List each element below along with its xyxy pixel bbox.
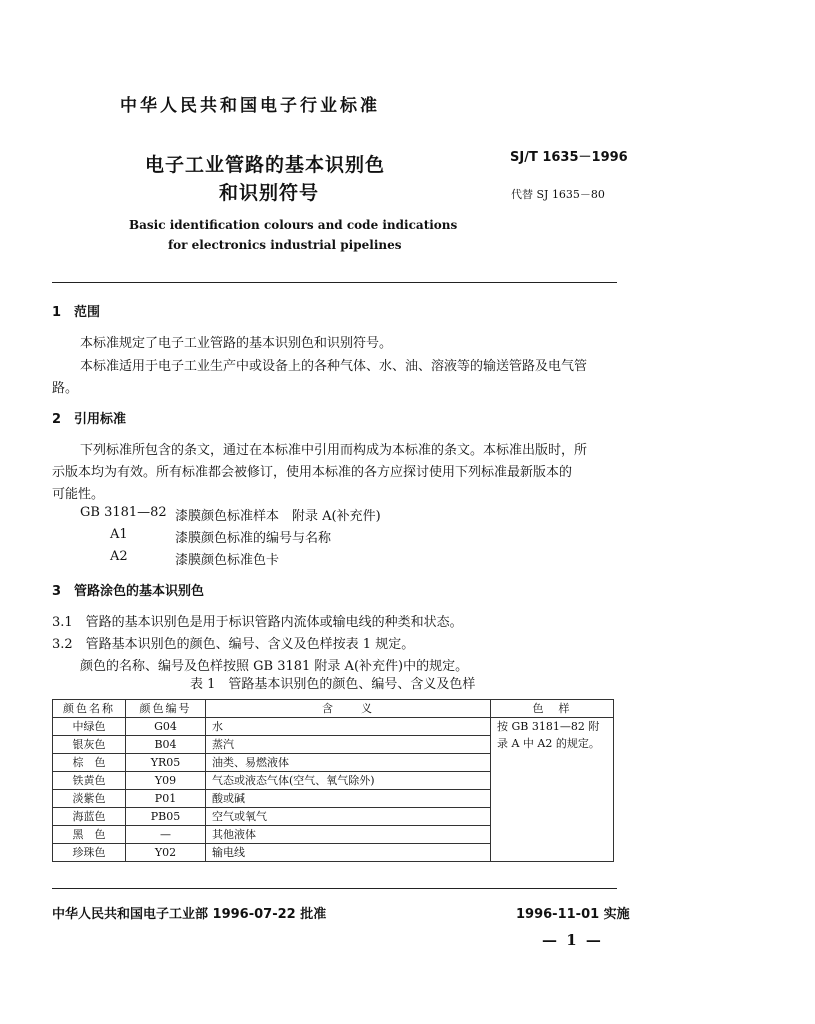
section-1-paragraph-2-line2: 路。 bbox=[52, 381, 79, 396]
english-title-line2: for electronics industrial pipelines bbox=[168, 238, 402, 252]
clause-3-1: 3.1 管路的基本识别色是用于标识管路内流体或输电线的种类和状态。 bbox=[52, 615, 463, 630]
color-code-cell: P01 bbox=[126, 790, 206, 808]
section-1-paragraph-1: 本标准规定了电子工业管路的基本识别色和识别符号。 bbox=[80, 336, 393, 351]
document-title-line1: 电子工业管路的基本识别色 bbox=[145, 154, 386, 176]
document-title-line2: 和识别符号 bbox=[219, 182, 320, 204]
color-name-cell: 棕 色 bbox=[53, 754, 126, 772]
section-1-heading: 1 范围 bbox=[52, 305, 101, 320]
page-number: — 1 — bbox=[542, 931, 603, 949]
header-color-name: 颜色名称 bbox=[53, 700, 126, 718]
table-caption: 表 1 管路基本识别色的颜色、编号、含义及色样 bbox=[190, 677, 476, 692]
color-code-cell: Y02 bbox=[126, 844, 206, 862]
color-code-cell: G04 bbox=[126, 718, 206, 736]
meaning-cell: 输电线 bbox=[206, 844, 491, 862]
color-identification-table bbox=[52, 699, 614, 862]
standard-number: SJ/T 1635－1996 bbox=[510, 150, 628, 165]
section-2-heading: 2 引用标准 bbox=[52, 412, 127, 427]
footer-divider bbox=[52, 888, 617, 889]
meaning-cell: 油类、易燃液体 bbox=[206, 754, 491, 772]
reference-title: 漆膜颜色标准色卡 bbox=[175, 553, 280, 568]
table-header-row bbox=[53, 700, 614, 718]
meaning-cell: 其他液体 bbox=[206, 826, 491, 844]
header-meaning: 含 义 bbox=[206, 700, 491, 718]
reference-title: 漆膜颜色标准的编号与名称 bbox=[175, 531, 332, 546]
color-name-cell: 中绿色 bbox=[53, 718, 126, 736]
color-name-cell: 淡紫色 bbox=[53, 790, 126, 808]
meaning-cell: 水 bbox=[206, 718, 491, 736]
color-name-cell: 海蓝色 bbox=[53, 808, 126, 826]
clause-3-2: 3.2 管路基本识别色的颜色、编号、含义及色样按表 1 规定。 bbox=[52, 637, 415, 652]
table-row bbox=[53, 718, 614, 736]
color-code-cell: B04 bbox=[126, 736, 206, 754]
section-1-paragraph-2-line1: 本标准适用于电子工业生产中或设备上的各种气体、水、油、溶液等的输送管路及电气管 bbox=[80, 359, 588, 374]
approval-line: 中华人民共和国电子工业部 1996-07-22 批准 bbox=[52, 907, 327, 922]
section-2-paragraph-line2: 示版本均为有效。所有标准都会被修订，使用本标准的各方应探讨使用下列标准最新版本的 bbox=[52, 465, 573, 480]
header-swatch: 色 样 bbox=[491, 700, 614, 718]
color-code-cell: PB05 bbox=[126, 808, 206, 826]
color-code-cell: Y09 bbox=[126, 772, 206, 790]
effective-date: 1996-11-01 实施 bbox=[516, 907, 630, 922]
section-3-heading: 3 管路涂色的基本识别色 bbox=[52, 584, 205, 599]
meaning-cell: 气态或液态气体(空气、氧气除外) bbox=[206, 772, 491, 790]
section-2-paragraph-line1: 下列标准所包含的条文，通过在本标准中引用而构成为本标准的条文。本标准出版时，所 bbox=[80, 443, 588, 458]
clause-3-2-note: 颜色的名称、编号及色样按照 GB 3181 附录 A(补充件)中的规定。 bbox=[80, 659, 469, 674]
color-code-cell: — bbox=[126, 826, 206, 844]
reference-code: A2 bbox=[110, 549, 128, 564]
reference-code: GB 3181—82 bbox=[80, 505, 167, 520]
color-name-cell: 黑 色 bbox=[53, 826, 126, 844]
reference-title: 漆膜颜色标准样本 附录 A(补充件) bbox=[175, 509, 381, 524]
color-code-cell: YR05 bbox=[126, 754, 206, 772]
replaces-standard: 代替 SJ 1635－80 bbox=[511, 188, 605, 201]
reference-code: A1 bbox=[110, 527, 128, 542]
english-title-line1: Basic identification colours and code indications bbox=[129, 218, 458, 232]
meaning-cell: 酸或碱 bbox=[206, 790, 491, 808]
swatch-note-cell: 按 GB 3181—82 附录 A 中 A2 的规定。 bbox=[491, 718, 614, 862]
meaning-cell: 蒸汽 bbox=[206, 736, 491, 754]
header-color-code: 颜色编号 bbox=[126, 700, 206, 718]
section-2-paragraph-line3: 可能性。 bbox=[52, 487, 105, 502]
color-name-cell: 铁黄色 bbox=[53, 772, 126, 790]
meaning-cell: 空气或氧气 bbox=[206, 808, 491, 826]
color-name-cell: 珍珠色 bbox=[53, 844, 126, 862]
issuing-body-header: 中华人民共和国电子行业标准 bbox=[120, 96, 380, 116]
color-name-cell: 银灰色 bbox=[53, 736, 126, 754]
header-divider bbox=[52, 282, 617, 283]
